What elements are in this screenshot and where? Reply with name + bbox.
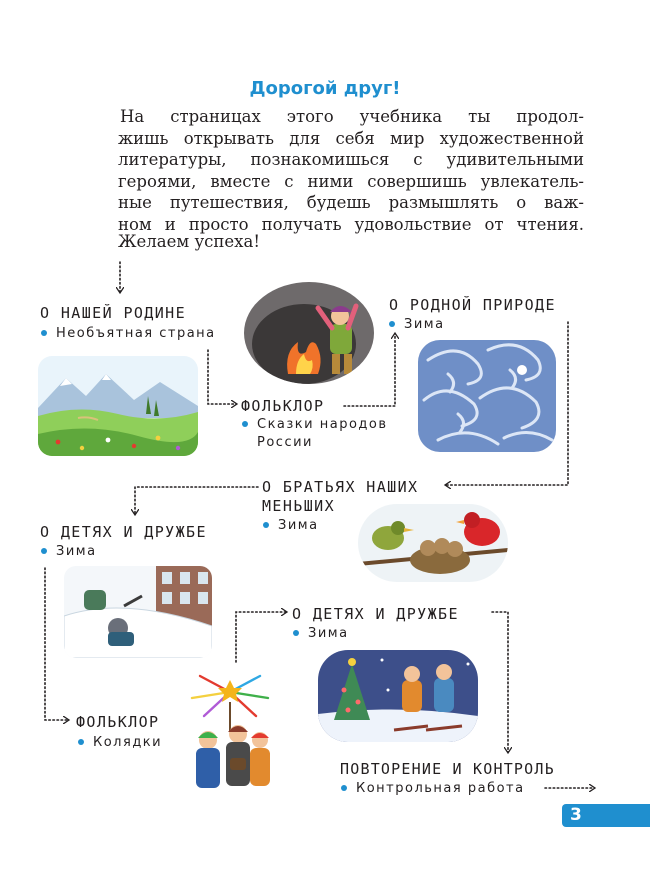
intro-line: жишь открывать для себя мир художественной [118, 128, 584, 148]
page-title: Дорогой друг! [249, 78, 401, 99]
section-children-2-title: О ДЕТЯХ И ДРУЖБЕ [292, 605, 459, 623]
section-folklore-1-item-cont: России [257, 435, 313, 450]
section-little-brothers-item: Зима [263, 517, 319, 534]
snow-sledding-illustration [64, 566, 212, 658]
section-little-brothers-title-cont: МЕНЬШИХ [262, 497, 336, 515]
section-native-nature-item: Зима [389, 316, 445, 333]
section-homeland-title: О НАШЕЙ РОДИНЕ [40, 304, 187, 322]
intro-line: литературы, познакомишься с удивительными [118, 150, 584, 170]
cave-fire-illustration [244, 282, 374, 384]
frost-pattern-illustration [418, 340, 556, 452]
intro-line: ном и просто получать удовольствие от чтения. [118, 214, 584, 234]
section-folklore-2-title: ФОЛЬКЛОР [76, 713, 160, 731]
section-homeland-item: Необъятная страна [41, 325, 216, 342]
birds-nest-illustration [358, 504, 508, 582]
intro-line: На страницах этого учебника ты продол- [120, 107, 584, 126]
meadow-illustration [38, 356, 198, 456]
section-children-1-title: О ДЕТЯХ И ДРУЖБЕ [40, 523, 207, 541]
carolers-illustration [180, 668, 280, 806]
winter-skiing-illustration [318, 650, 478, 742]
section-native-nature-title: О РОДНОЙ ПРИРОДЕ [389, 296, 556, 314]
intro-line: ные путешествия, будешь размышлять о важ- [118, 193, 584, 213]
section-folklore-1-item: Сказки народов [242, 416, 388, 433]
section-children-2-item: Зима [293, 625, 349, 642]
section-review-title: ПОВТОРЕНИЕ И КОНТРОЛЬ [340, 760, 555, 778]
section-review-item: Контрольная работа [341, 780, 525, 797]
section-children-1-item: Зима [41, 543, 97, 560]
intro-line: героями, вместе с ними совершишь увлекатель- [118, 171, 584, 191]
page-number: 3 [570, 805, 582, 825]
wish-text: Желаем успеха! [118, 232, 260, 251]
section-little-brothers-title: О БРАТЬЯХ НАШИХ [262, 478, 419, 496]
section-folklore-1-title: ФОЛЬКЛОР [241, 397, 325, 415]
section-folklore-2-item: Колядки [78, 734, 162, 751]
